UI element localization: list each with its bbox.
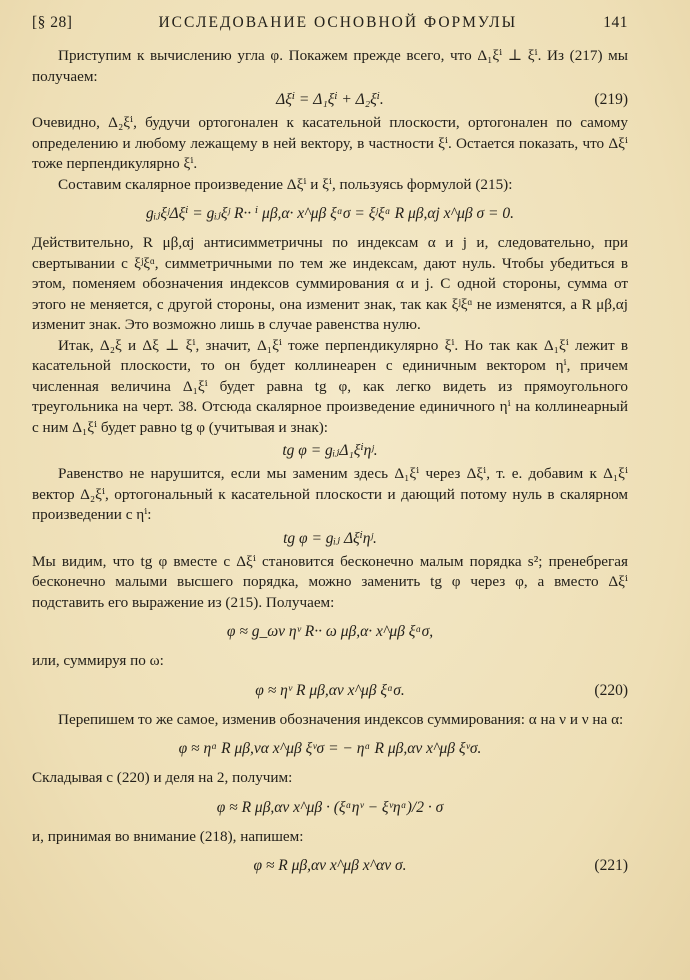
equation-219	[32, 89, 628, 111]
paragraph: Приступим к вычислению угла φ. Покажем прежде всего, что Δ₁ξⁱ ⊥ ξⁱ. Из (217) мы получаем:	[32, 47, 628, 85]
equation-body: tg φ = gᵢⱼΔ₁ξⁱηʲ.	[282, 442, 378, 459]
equation-averaged	[32, 795, 628, 821]
equation-body: φ ≈ g_ων ηᵛ R·· ω μβ,α· x^μβ ξᵅσ,	[226, 623, 434, 640]
paragraph: Составим скалярное произведение Δξⁱ и ξⁱ, пользуясь формулой (215):	[58, 175, 513, 193]
equation-220	[32, 678, 628, 704]
equation-221	[32, 853, 628, 879]
equation-number: (221)	[594, 857, 628, 874]
paragraph: или, суммируя по ω:	[32, 652, 164, 669]
equation-body: Δξⁱ = Δ₁ξⁱ + Δ₂ξⁱ.	[276, 91, 384, 108]
equation-body: φ ≈ ηᵅ R μβ,να x^μβ ξᵛσ = − ηᵅ R μβ,αν x^μβ ξᵛσ.	[178, 740, 482, 757]
equation-index-swap	[32, 736, 628, 762]
paragraph: Мы видим, что tg φ вместе с Δξⁱ становится бесконечно малым порядка s²; пренебрегая бесконечно малыми высшего порядка, можно заменить tg φ через φ, а вместо Δξⁱ подставить его выражение из (215). Получаем:	[32, 552, 628, 611]
paragraph: Очевидно, Δ₂ξⁱ, будучи ортогонален к касательной плоскости, ортогонален по самому определению и любому лежащему в ней вектору, в частности ξⁱ. Остается показать, что Δξⁱ тоже перпендикулярно ξⁱ.	[32, 114, 628, 172]
equation-body: φ ≈ R μβ,αν x^μβ x^αν σ.	[253, 857, 407, 874]
page-header	[32, 14, 628, 32]
equation-number: (219)	[594, 91, 628, 108]
equation-body: φ ≈ R μβ,αν x^μβ · (ξᵅηᵛ − ξᵛηᵅ)/2 · σ	[216, 798, 444, 816]
paragraph: и, принимая во внимание (218), напишем:	[32, 827, 304, 845]
equation-body: gᵢⱼξʲΔξⁱ = gᵢⱼξʲ R·· ⁱ μβ,α· x^μβ ξᵅσ = ξʲξᵅ R μβ,αj x^μβ σ = 0.	[146, 205, 514, 222]
paragraph: Складывая с (220) и деля на 2, получим:	[32, 769, 293, 786]
paragraph: Действительно, R μβ,αj антисимметричны по индексам α и j и, следовательно, при свертывании с ξʲξᵅ, симметричными по тем же индексам, дают нуль. Чтобы убедиться в этом, поменяем обозначения индексов суммирования α и j. С одной стороны, сумма от этого не меняется, с другой стороны, она изменит знак, так как ξʲξᵅ не изменятся, а R μβ,αj изменит знак. Это возможно лишь в случае равенства нулю.	[32, 234, 628, 333]
equation-body: tg φ = gᵢⱼ Δξⁱηʲ.	[283, 529, 377, 547]
paragraph: Итак, Δ₂ξ и Δξ ⊥ ξⁱ, значит, Δ₁ξⁱ тоже перпендикулярно ξⁱ. Но так как Δ₁ξⁱ лежит в касательной плоскости, то он будет коллинеарен с единичным вектором ηⁱ, причем численная величина Δ₁ξⁱ будет равна tg φ, как легко видеть из прямоугольного треугольника на черт. 38. Отсюда скалярное произведение единичного ηⁱ на коллинеарный с ним Δ₁ξⁱ будет равно tg φ (учитывая и знак):	[32, 336, 628, 436]
equation-phi-approx	[32, 619, 628, 645]
equation-tangent-1	[32, 440, 628, 462]
page-number: 141	[603, 14, 628, 31]
equation-body: φ ≈ ηᵛ R μβ,αν x^μβ ξᵅσ.	[255, 681, 405, 699]
equation-tangent-2	[32, 528, 628, 550]
paragraph: Равенство не нарушится, если мы заменим здесь Δ₁ξⁱ через Δξⁱ, т. е. добавим к Δ₁ξⁱ вектор Δ₂ξⁱ, ортогональный к касательной плоскости и дающий потому нуль в скалярном произведении с ηⁱ:	[32, 465, 628, 523]
equation-number: (220)	[594, 681, 628, 699]
equation-scalar-product	[32, 201, 628, 227]
running-title: ИССЛЕДОВАНИЕ ОСНОВНОЙ ФОРМУЛЫ	[158, 14, 518, 31]
section-number: [§ 28]	[32, 14, 73, 31]
paragraph: Перепишем то же самое, изменив обозначения индексов суммирования: α на ν и ν на α:	[58, 710, 624, 728]
